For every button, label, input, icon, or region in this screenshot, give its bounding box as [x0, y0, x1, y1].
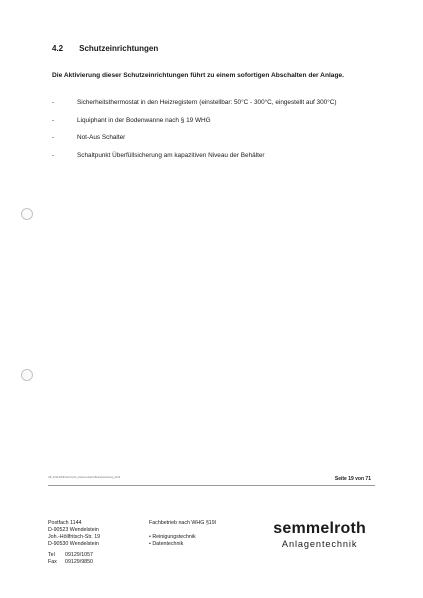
phone-label: Tel [48, 552, 55, 558]
punch-hole-top [21, 208, 33, 220]
company-contact [48, 552, 93, 566]
section-title: Schutzeinrichtungen [79, 44, 159, 53]
address-line: D-90530 Wendelstein [48, 541, 99, 547]
services-title: Fachbetrieb nach WHG §19l [149, 520, 216, 526]
lead-paragraph: Die Aktivierung dieser Schutzeinrichtungen führt zu einem sofortigen Abschalten der Anlage. [52, 72, 344, 79]
address-line: Postfach 1144 [48, 520, 82, 526]
section-heading [52, 44, 158, 53]
punch-hole-bottom [21, 369, 33, 381]
list-dash: - [52, 99, 55, 106]
list-item [52, 99, 337, 117]
brand-name: semmelroth [273, 520, 366, 537]
phone-number: 09129/1057 [65, 552, 93, 558]
document-id: GB_2019-0206/Technische_Dokumentation/Betriebsanleitung_2019 [48, 476, 121, 479]
service-item: • Reinigungstechnik [149, 534, 216, 541]
fax-label: Fax [48, 559, 57, 565]
list-item-text: Not-Aus Schalter [77, 134, 126, 141]
page-number: Seite 19 von 71 [334, 476, 371, 482]
brand-subtitle: Anlagentechnik [281, 539, 358, 549]
section-number: 4.2 [52, 44, 64, 53]
address-line: Joh.-Höllfritsch-Str. 19 [48, 534, 101, 540]
list-item [52, 134, 337, 152]
list-dash: - [52, 134, 55, 141]
list-item-text: Sicherheitsthermostat in den Heizregistern (einstellbar: 50°C - 300°C, eingestellt auf 300°C) [77, 99, 337, 106]
list-item-text: Liquiphant in der Bodenwanne nach § 19 WHG [77, 116, 211, 124]
list-dash: - [52, 151, 55, 159]
address-line: D-90523 Wendelstein [48, 527, 99, 533]
protection-device-list [52, 99, 337, 169]
company-services [149, 520, 216, 548]
fax-number: 09129/9850 [65, 559, 93, 565]
list-item [52, 117, 337, 135]
list-item [52, 152, 337, 170]
list-dash: - [52, 116, 55, 124]
footer-divider [48, 485, 375, 486]
list-item-text: Schaltpunkt Überfüllsicherung am kapazitiven Niveau der Behälter [77, 151, 265, 159]
company-address [48, 520, 100, 548]
service-item: • Datentechnik [149, 541, 216, 548]
company-logo [273, 520, 366, 549]
